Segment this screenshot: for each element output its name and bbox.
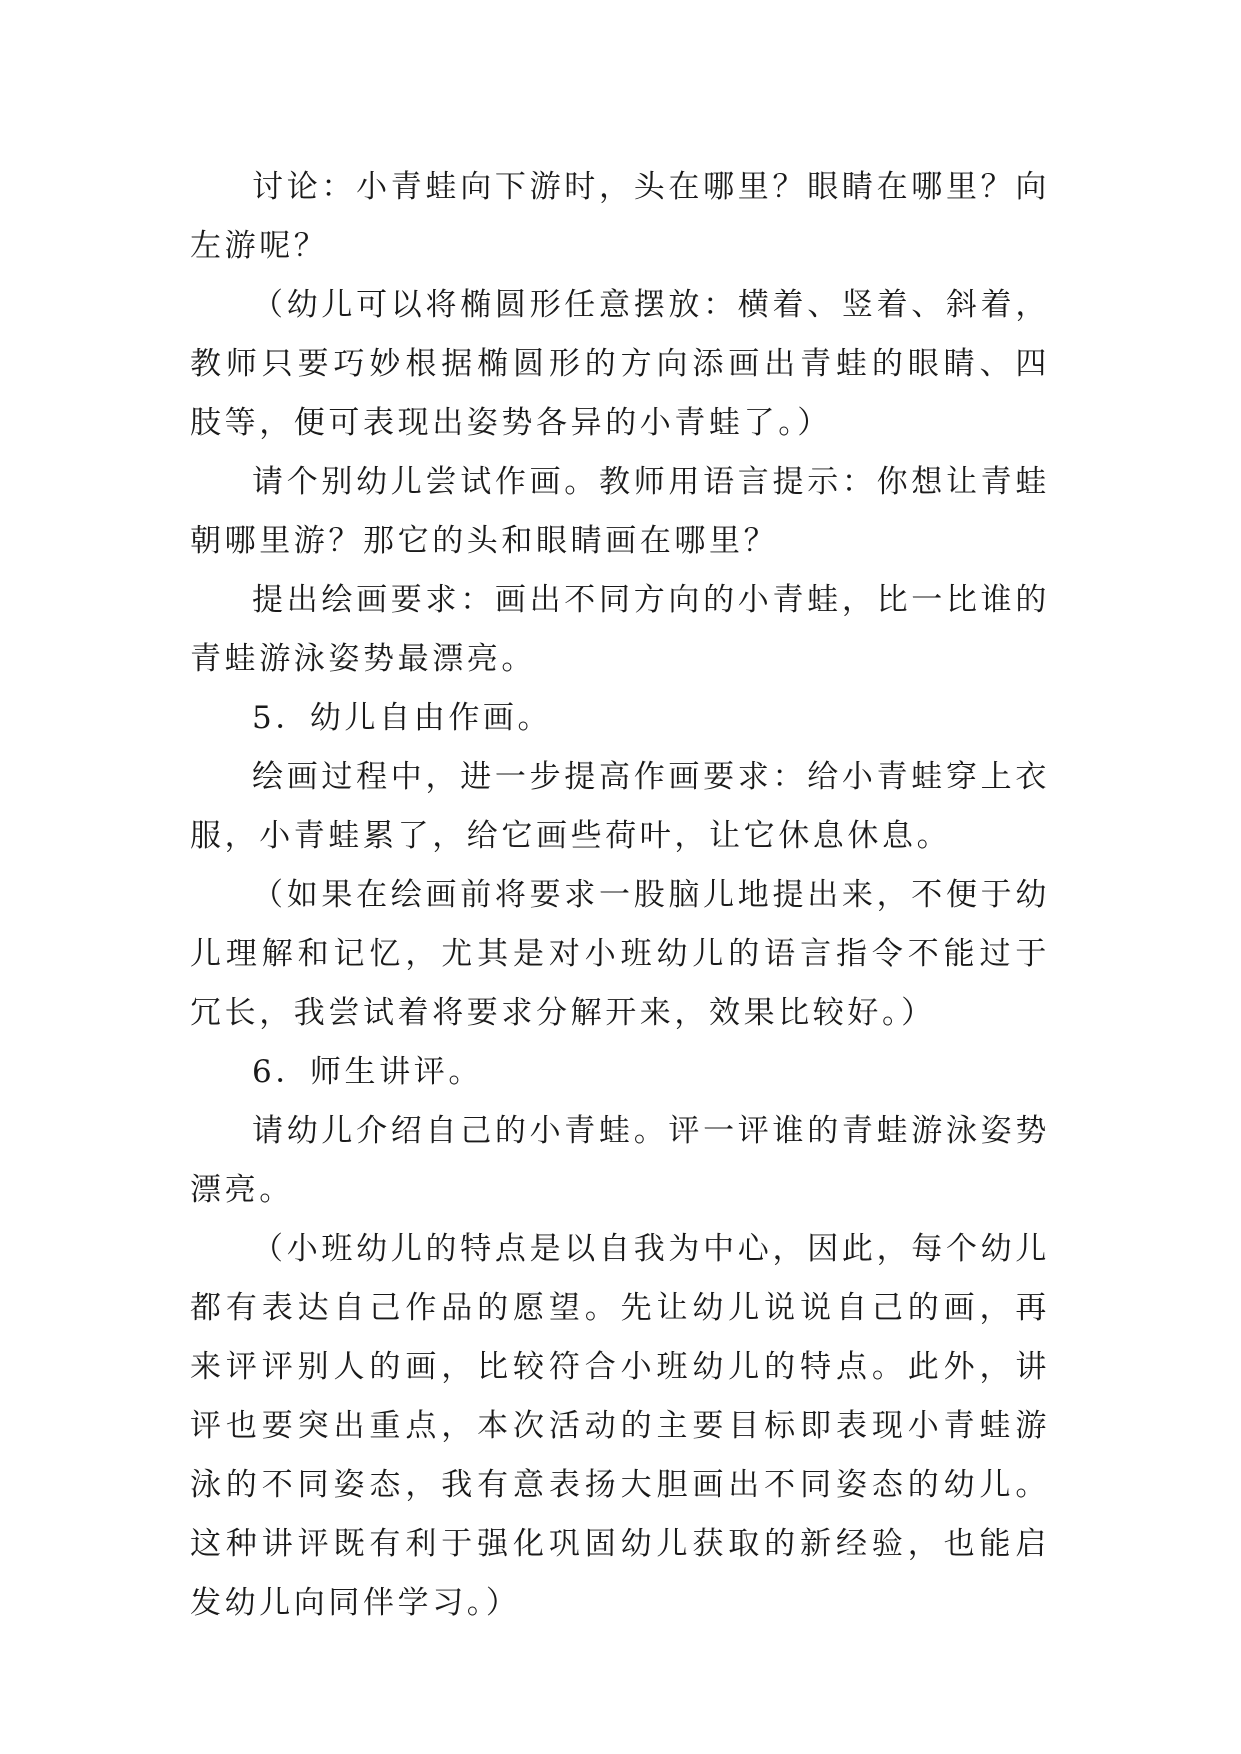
paragraph-requirements: 提出绘画要求：画出不同方向的小青蛙，比一比谁的青蛙游泳姿势最漂亮。 (190, 582, 1050, 677)
paragraph-step-6: 6．师生讲评。 (252, 1054, 483, 1090)
paragraph-drawing-process: 绘画过程中，进一步提高作画要求：给小青蛙穿上衣服，小青蛙累了，给它画些荷叶，让它休息休息。 (190, 759, 1050, 854)
paragraph-note-ellipse: （幼儿可以将椭圆形任意摆放：横着、竖着、斜着，教师只要巧妙根据椭圆形的方向添画出青蛙的眼睛、四肢等，便可表现出姿势各异的小青蛙了。） (190, 287, 1050, 441)
paragraph-note-review: （小班幼儿的特点是以自我为中心，因此，每个幼儿都有表达自己作品的愿望。先让幼儿说说自己的画，再来评评别人的画，比较符合小班幼儿的特点。此外，讲评也要突出重点，本次活动的主要目标即表现小青蛙游泳的不同姿态，我有意表扬大胆画出不同姿态的幼儿。这种讲评既有利于强化巩固幼儿获取的新经验，也能启发幼儿向同伴学习。） (190, 1231, 1050, 1621)
paragraph-try-drawing: 请个别幼儿尝试作画。教师用语言提示：你想让青蛙朝哪里游？那它的头和眼睛画在哪里？ (190, 464, 1050, 559)
paragraph-discussion: 讨论：小青蛙向下游时，头在哪里？眼睛在哪里？向左游呢？ (190, 169, 1050, 264)
paragraph-note-requirements: （如果在绘画前将要求一股脑儿地提出来，不便于幼儿理解和记忆，尤其是对小班幼儿的语言指令不能过于冗长，我尝试着将要求分解开来，效果比较好。） (190, 877, 1050, 1031)
paragraph-step-5: 5．幼儿自由作画。 (252, 700, 553, 736)
paragraph-introduce: 请幼儿介绍自己的小青蛙。评一评谁的青蛙游泳姿势漂亮。 (190, 1113, 1050, 1208)
document-body (190, 158, 1050, 1633)
